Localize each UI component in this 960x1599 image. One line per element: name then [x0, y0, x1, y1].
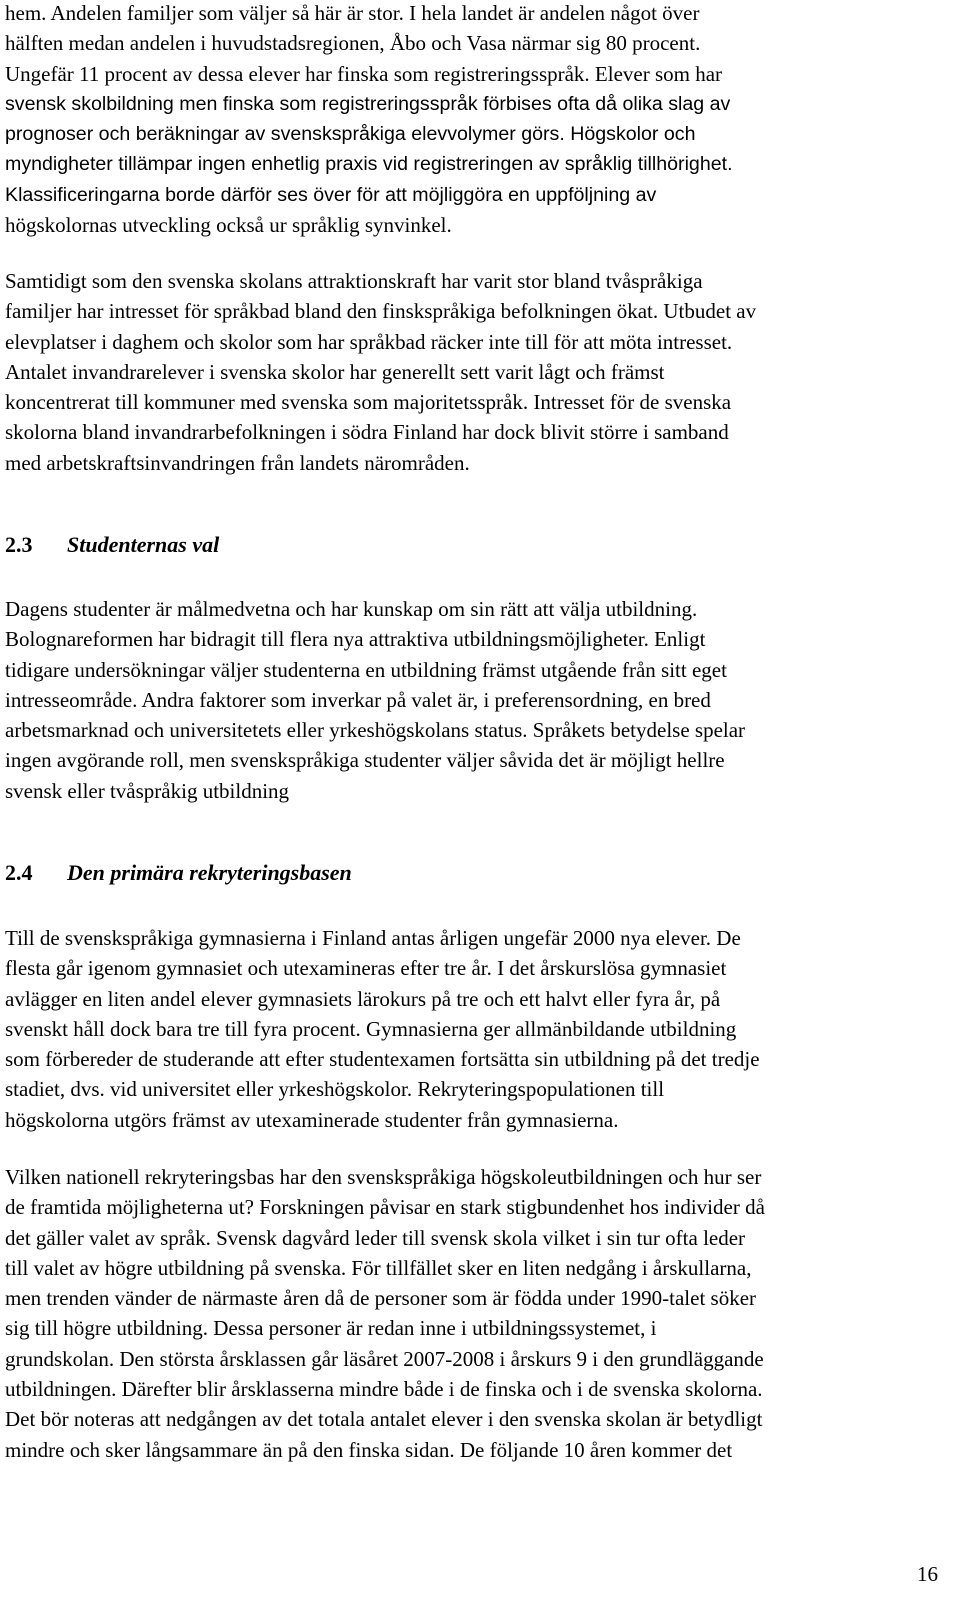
text-line: flesta går igenom gymnasiet och utexamineras efter tre år. I det årskurslösa gymnasiet [5, 956, 727, 981]
text-line: mindre och sker långsammare än på den finska sidan. De följande 10 åren kommer det [5, 1437, 733, 1462]
section-title: Den primära rekryteringsbasen [67, 860, 352, 885]
text-line: utbildningen. Därefter blir årsklasserna mindre både i de finska och i de svenska skolorna. [5, 1377, 763, 1402]
text-line: arbetsmarknad och universitetets eller yrkeshögskolans status. Språkets betydelse spelar [5, 718, 746, 743]
text-line: prognoser och beräkningar av svenskspråkiga elevvolymer görs. Högskolor och [5, 123, 696, 146]
text-line: avlägger en liten andel elever gymnasiets lärokurs på tre och ett halvt eller fyra år, på [5, 986, 721, 1011]
text-line: högskolornas utveckling också ur språklig synvinkel. [5, 213, 452, 238]
text-line: till valet av högre utbildning på svenska. För tillfället sker en liten nedgång i årskullarna, [5, 1255, 752, 1280]
text-line: svensk eller tvåspråkig utbildning [5, 778, 290, 803]
text-line: koncentrerat till kommuner med svenska som majoritetsspråk. Intresset för de svenska [5, 390, 732, 415]
text-line: det gäller valet av språk. Svensk dagvård leder till svensk skola vilket i sin tur ofta leder [5, 1225, 746, 1250]
text-line: tidigare undersökningar väljer studenterna en utbildning främst utgående från sitt eget [5, 657, 727, 682]
text-line: Samtidigt som den svenska skolans attraktionskraft har varit stor bland tvåspråkiga [5, 269, 703, 293]
text-line: ingen avgörande roll, men svenskspråkiga studenter väljer såvida det är möjligt hellre [5, 748, 725, 773]
text-line: Klassificeringarna borde därför ses över för att möjliggöra en uppföljning av [5, 183, 657, 206]
text-line: Bolognareformen har bidragit till flera nya attraktiva utbildningsmöjligheter. Enligt [5, 627, 706, 652]
text-line: Dagens studenter är målmedvetna och har kunskap om sin rätt att välja utbildning. [5, 597, 698, 621]
text-line: Det bör noteras att nedgången av det totala antalet elever i den svenska skolan är betydligt [5, 1407, 763, 1432]
text-line: Till de svenskspråkiga gymnasierna i Finland antas årligen ungefär 2000 nya elever. De [5, 926, 741, 950]
text-line: högskolorna utgörs främst av utexaminerade studenter från gymnasierna. [5, 1107, 619, 1132]
paragraph-4 [5, 923, 760, 1135]
text-line: Vilken nationell rekryteringsbas har den svenskspråkiga högskoleutbildningen och hur ser [5, 1165, 762, 1189]
paragraph-5 [5, 1162, 765, 1465]
text-line: som förbereder de studerande att efter studentexamen fortsätta sin utbildning på det tredje [5, 1047, 760, 1072]
text-line: hälften medan andelen i huvudstadsregionen, Åbo och Vasa närmar sig 80 procent. [5, 31, 701, 56]
section-heading-2-4 [5, 858, 352, 888]
text-line: elevplatser i daghem och skolor som har språkbad räcker inte till för att möta intresset. [5, 329, 733, 354]
text-line: grundskolan. Den största årsklassen går läsåret 2007-2008 i årskurs 9 i den grundläggande [5, 1346, 764, 1371]
text-line: med arbetskraftsinvandringen från landets närområden. [5, 450, 470, 475]
text-line: sig till högre utbildning. Dessa personer är redan inne i utbildningssystemet, i [5, 1316, 657, 1341]
text-line: hem. Andelen familjer som väljer så här är stor. I hela landet är andelen något över [5, 1, 700, 25]
text-line: svensk skolbildning men finska som registreringsspråk förbises ofta då olika slag av [5, 92, 731, 115]
section-number: 2.3 [5, 532, 33, 557]
page-number: 16 [917, 1562, 938, 1586]
text-line: stadiet, dvs. vid universitet eller yrkeshögskolor. Rekryteringspopulationen till [5, 1077, 665, 1102]
paragraph-1 [5, 0, 733, 240]
text-line: intresseområde. Andra faktorer som inverkar på valet är, i preferensordning, en bred [5, 687, 711, 712]
text-line: de framtida möjligheterna ut? Forskningen påvisar en stark stigbundenhet hos individer då [5, 1195, 765, 1220]
paragraph-2 [5, 266, 756, 478]
text-line: men trenden vänder de närmaste åren då de personer som är födda under 1990-talet söker [5, 1286, 757, 1311]
section-title: Studenternas val [67, 532, 220, 557]
text-line: svenskt håll dock bara tre till fyra procent. Gymnasierna ger allmänbildande utbildning [5, 1016, 737, 1041]
text-line: Antalet invandrarelever i svenska skolor har generellt sett varit lågt och främst [5, 359, 665, 384]
text-line: skolorna bland invandrarbefolkningen i södra Finland har dock blivit större i samband [5, 420, 729, 445]
text-line: Ungefär 11 procent av dessa elever har finska som registreringsspråk. Elever som har [5, 61, 723, 86]
text-line: myndigheter tillämpar ingen enhetlig praxis vid registreringen av språklig tillhörighet. [5, 153, 733, 176]
text-line: familjer har intresset för språkbad bland den finskspråkiga befolkningen ökat. Utbudet av [5, 299, 757, 324]
paragraph-3 [5, 594, 745, 806]
section-number: 2.4 [5, 860, 33, 885]
section-heading-2-3 [5, 530, 219, 560]
